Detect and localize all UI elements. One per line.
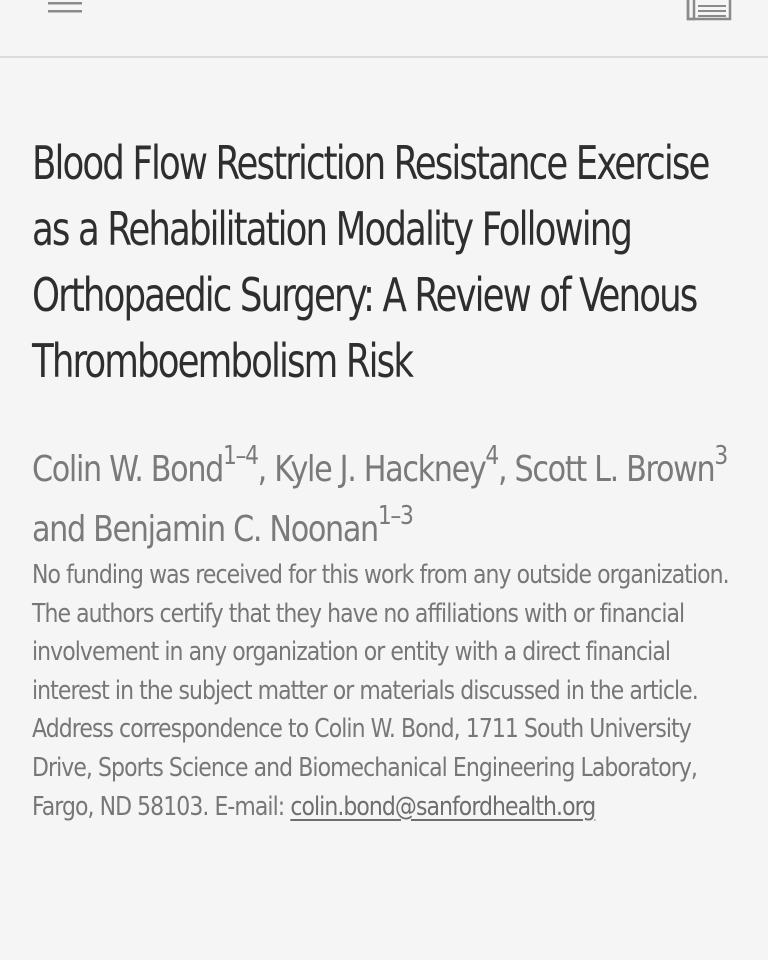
author-affiliation[interactable]: 3 [714,441,727,471]
author-name[interactable]: Colin W. Bond [32,449,223,490]
article-notes [32,556,738,826]
author-separator: and [32,509,94,550]
author-name[interactable]: Scott L. Brown [514,449,715,490]
author-affiliation[interactable]: 1–4 [222,441,258,471]
author-affiliation[interactable]: 4 [485,441,498,471]
hamburger-menu-icon [40,0,90,22]
author-separator: , [497,449,515,490]
menu-button[interactable] [40,0,90,22]
author-name[interactable]: Kyle J. Hackney [274,449,486,490]
top-app-bar [0,0,768,58]
funding-statement: No funding was received for this work from any outside organization. The authors certify that they have no affiliations with or financial involvement in any organization or entity with a direct financial interest in the subject matter or materials discussed in the article. [32,560,729,706]
article-title: Blood Flow Restriction Resistance Exercise as a Rehabilitation Modality Following Orthopaedic Surgery: A Review of Venous Thromboembolism Risk [32,136,709,388]
author-list [32,440,738,560]
correspondence-address [32,710,738,826]
correspondence-text: Address correspondence to Colin W. Bond, 1711 South University Drive, Sports Science and Biomechanical Engineering Laboratory, Fargo, ND 58103. E-mail: [32,714,697,822]
author-affiliation[interactable]: 1–3 [377,501,413,531]
author-name[interactable]: Benjamin C. Noonan [93,509,378,550]
article-view-icon [680,0,740,26]
article-view-button[interactable] [680,0,740,26]
author-separator: , [257,449,275,490]
email-link[interactable]: colin.bond@sanfordhealth.org [290,791,596,822]
article-header [32,130,737,826]
